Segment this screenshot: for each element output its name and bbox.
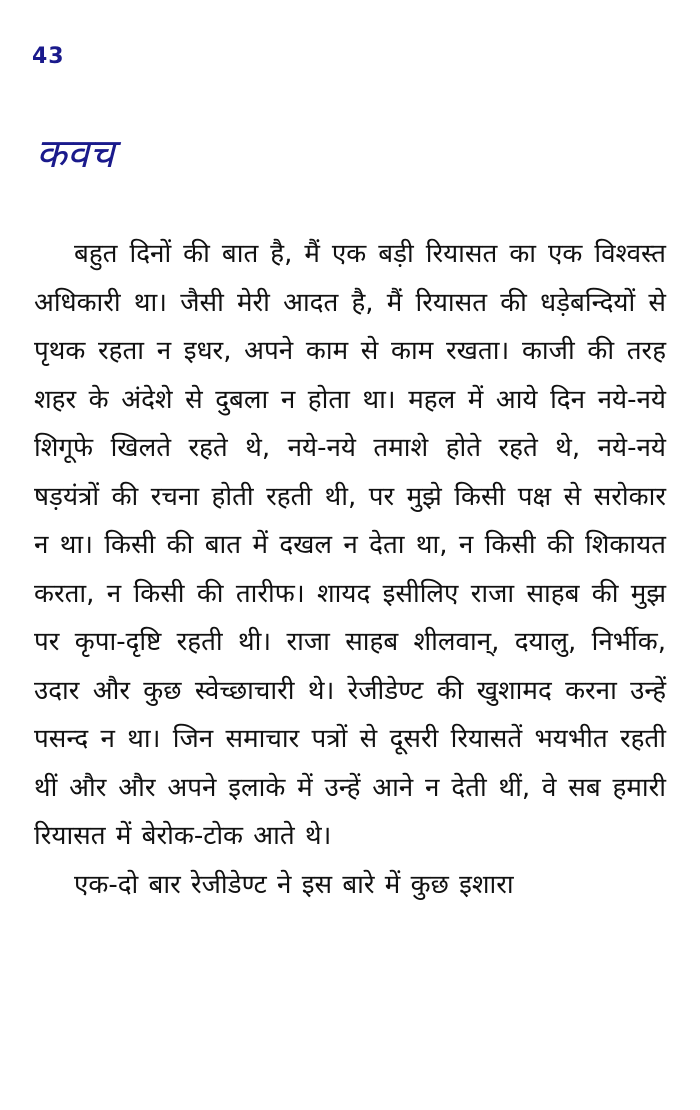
page-number: 43 xyxy=(32,44,65,69)
body-text xyxy=(34,230,666,909)
paragraph-2: एक-दो बार रेजीडेण्ट ने इस बारे में कुछ इशारा xyxy=(74,869,514,900)
chapter-title: कवच xyxy=(36,131,115,177)
paragraph-1: बहुत दिनों की बात है, मैं एक बड़ी रियासत का एक विश्वस्त अधिकारी था। जैसी मेरी आदत है, मैं रियासत की धड़ेबन्दियों से पृथक रहता न इधर, अपने काम से काम रखता। काजी की तरह शहर के अंदेशे से दुबला न होता था। महल में आये दिन नये-नये शिगूफे खिलते रहते थे, नये-नये तमाशे होते रहते थे, नये-नये षड़यंत्रों की रचना होती रहती थी, पर मुझे किसी पक्ष से सरोकार न था। किसी की बात में दखल न देता था, न किसी की शिकायत करता, न किसी की तारीफ। शायद इसीलिए राजा साहब की मुझ पर कृपा-दृष्टि रहती थी। राजा साहब शीलवान्, दयालु, निर्भीक, उदार और कुछ स्वेच्छाचारी थे। रेजीडेण्ट की खुशामद करना उन्हें पसन्द न था। जिन समाचार पत्रों से दूसरी रियासतें भयभीत रहती थीं और और अपने इलाके में उन्हें आने न देती थीं, वे सब हमारी रियासत में बेरोक-टोक आते थे। xyxy=(34,239,666,851)
